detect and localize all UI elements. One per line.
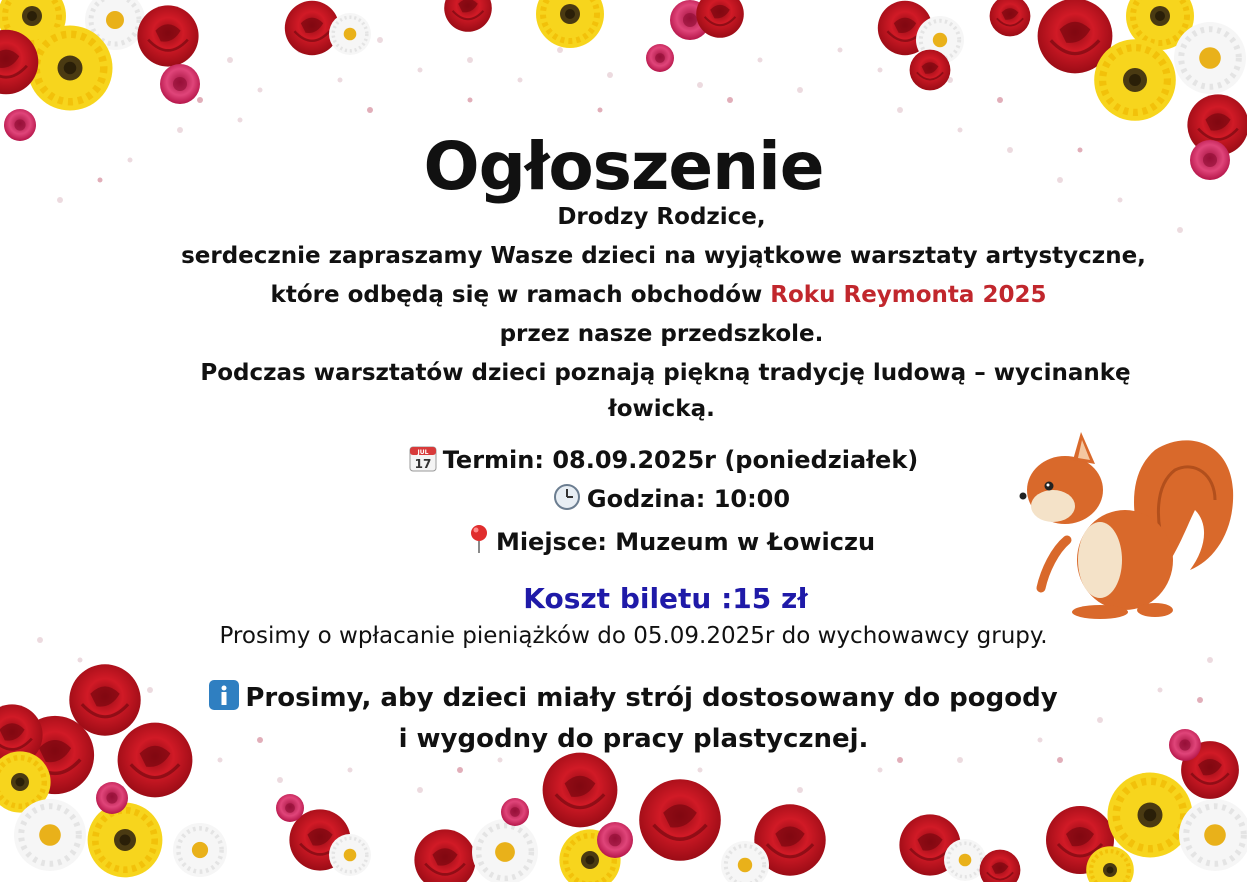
clothing-note-line-1 [10,680,1247,717]
payment-note: Prosimy o wpłacanie pieniążków do 05.09.2025r do wychowawcy grupy. [219,623,1048,649]
body-line-2-text: które odbędą się w ramach obchodów [270,282,771,308]
highlight-roku-reymonta: Roku Reymonta 2025 [770,282,1047,308]
date-label: Termin: 08.09.2025r (poniedziałek) [442,446,919,474]
clock-icon [553,483,581,517]
info-icon [209,680,239,717]
time-label: Godzina: 10:00 [586,485,791,513]
calendar-icon-day: 17 [414,457,432,471]
clothing-note-line-2: i wygodny do pracy plastycznej. [398,724,869,754]
squirrel-illustration [1015,430,1235,620]
place-label: Miejsce: Muzeum w Łowiczu [495,528,876,556]
greeting: Drodzy Rodzice, [557,204,766,230]
body-line-3: przez nasze przedszkole. [499,321,824,347]
calendar-icon [409,444,437,478]
body-line-5: łowicką. [608,396,715,422]
body-line-1: serdecznie zapraszamy Wasze dzieci na wyjątkowe warsztaty artystyczne, [181,243,1146,269]
calendar-icon-month: JUL [417,449,429,456]
page-title: Ogłoszenie [423,128,824,205]
pin-icon [468,524,490,560]
body-line-4: Podczas warsztatów dzieci poznają piękną tradycję ludową – wycinankę [200,360,1131,386]
clothing-note-text-1: Prosimy, aby dzieci miały strój dostosowany do pogody [245,683,1058,713]
body-line-2 [35,282,1247,308]
ticket-price: Koszt biletu :15 zł [523,582,808,615]
